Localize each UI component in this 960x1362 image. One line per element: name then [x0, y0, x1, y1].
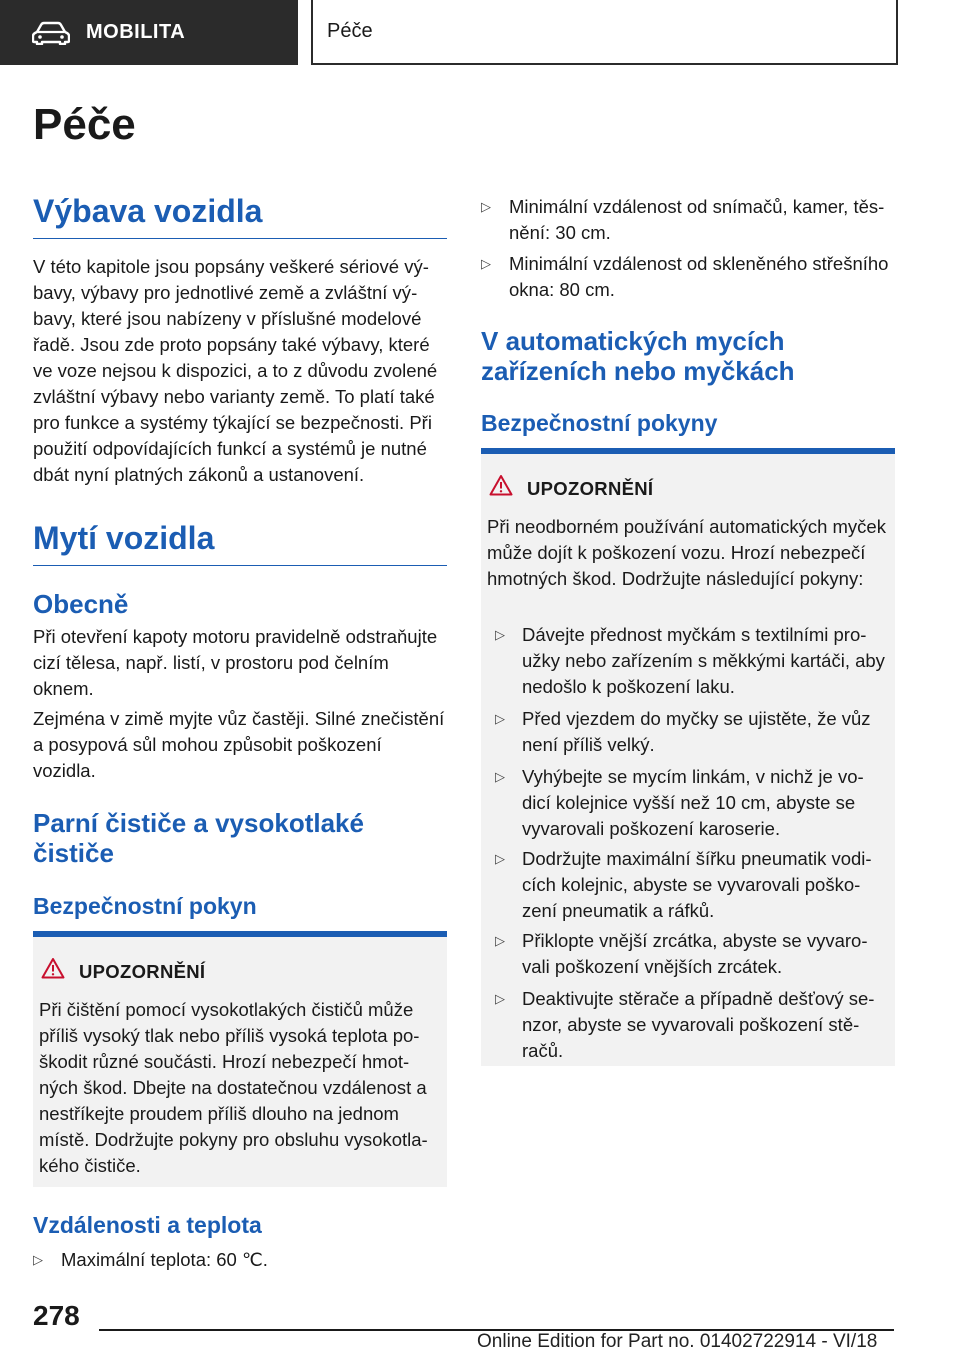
bullet-triangle-icon: ▷	[495, 933, 505, 948]
heading-bezpecnostni-pokyny: Bezpečnostní pokyny	[481, 410, 718, 436]
warning-list-item	[495, 928, 885, 980]
warning-box-car-wash	[481, 448, 895, 1066]
header-tab-mobilita[interactable]	[0, 0, 298, 65]
list-item-text: Minimální vzdálenost od skleněného střešního okna: 80 cm.	[509, 253, 889, 300]
bullet-triangle-icon: ▷	[481, 256, 491, 271]
page-title: Péče	[33, 100, 136, 149]
heading-obecne: Obecně	[33, 589, 129, 619]
list-item-text: Minimální vzdálenost od snímačů, kamer, těsnění: 30 cm.	[509, 196, 885, 243]
list-item-text: Maximální teplota: 60 ℃.	[61, 1249, 268, 1270]
header-section-box	[311, 0, 898, 65]
bullet-triangle-icon: ▷	[495, 711, 505, 726]
bullet-triangle-icon: ▷	[495, 627, 505, 642]
bullet-triangle-icon: ▷	[495, 769, 505, 784]
car-icon	[32, 21, 70, 45]
list-item-text: Dodržujte maximální šířku pneumatik vodicích kolejnic, abyste se vyvarovali poškození pneumatik a ráfků.	[522, 848, 872, 921]
footer-edition-text: Online Edition for Part no. 01402722914 - VI/18	[477, 1331, 878, 1352]
heading-parni-cistice: Parní čističe a vysokotlaké čističe	[33, 808, 364, 868]
heading-bezpecnostni-pokyn: Bezpečnostní pokyn	[33, 893, 257, 919]
page-number: 278	[33, 1300, 80, 1331]
bullet-triangle-icon: ▷	[481, 199, 491, 214]
warning-list-item	[495, 764, 885, 842]
warning-list-item	[495, 846, 885, 924]
header-tab-label: MOBILITA	[86, 21, 186, 43]
list-item-text: Vyhýbejte se mycím linkám, v nichž je vodicí kolejnice vyšší než 10 cm, abyste se vyvarovali poškození karoserie.	[522, 766, 864, 839]
warning-text: Při neodborném používání automatických myček může dojít k poškození vozu. Hrozí nebezpečí hmotných škod. Dodržujte následující pokyny:	[487, 516, 886, 589]
warning-list-item	[495, 986, 885, 1064]
bullet-triangle-icon: ▷	[495, 851, 505, 866]
bullet-triangle-icon: ▷	[495, 991, 505, 1006]
paragraph-obecne-1: Při otevření kapoty motoru pravidelně odstraňujte cizí tělesa, např. listí, v prostoru pod čelním oknem.	[33, 626, 438, 699]
warning-title: UPOZORNĚNÍ	[79, 961, 206, 982]
warning-triangle-icon	[41, 957, 65, 979]
list-item-text: Dávejte přednost myčkám s textilními proužky nebo zařízením s měkkými kartáči, aby nedošlo k poškození laku.	[522, 624, 885, 697]
warning-title: UPOZORNĚNÍ	[527, 478, 654, 499]
heading-myti-vozidla: Mytí vozidla	[33, 520, 447, 566]
header-section-label: Péče	[327, 20, 373, 42]
list-item-text: Deaktivujte stěrače a případně dešťový senzor, abyste se vyvarovali poškození stěračů.	[522, 988, 875, 1061]
warning-list-item	[495, 706, 885, 758]
list-item-text: Přiklopte vnější zrcátka, abyste se vyvarovali poškození vnějších zrcátek.	[522, 930, 868, 977]
bullet-triangle-icon: ▷	[33, 1252, 43, 1267]
heading-automaticke-mycky: V automatických mycích zařízeních nebo myčkách	[481, 326, 795, 386]
heading-vzdalenosti-teplota: Vzdálenosti a teplota	[33, 1212, 262, 1238]
list-item-text: Před vjezdem do myčky se ujistěte, že vůz není příliš velký.	[522, 708, 871, 755]
list-item	[33, 1247, 447, 1273]
paragraph-vybava: V této kapitole jsou popsány veškeré sériové výbavy, výbavy pro jednotlivé země a zvláštní výbavy, které jsou nabízeny v příslušné modelové řadě. Jsou zde proto popsány také výbavy, které ve voze nejsou k dispozici, a to z důvodu zvolené zvláštní výbavy nebo varianty země. To platí také pro funkce a systémy týkající se bezpečnosti. Při použití odpovídajících funkcí a systémů je nutné dbát nyní platných zákonů a ustanovení.	[33, 256, 438, 485]
warning-list-item	[495, 622, 885, 700]
paragraph-obecne-2: Zejména v zimě myjte vůz častěji. Silné znečistění a posypová sůl mohou způsobit poškození vozidla.	[33, 708, 445, 781]
warning-triangle-icon	[489, 474, 513, 496]
list-item	[481, 251, 895, 303]
warning-text: Při čištění pomocí vysokotlakých čističů může příliš vysoký tlak nebo příliš vysoká teplota poškodit různé součásti. Hrozí nebezpečí hmotných škod. Dbejte na dostatečnou vzdálenost a nestříkejte proudem příliš dlouho na jednom místě. Dodržujte pokyny pro obsluhu vysokotlakého čističe.	[39, 999, 428, 1176]
list-item	[481, 194, 895, 246]
warning-box-high-pressure	[33, 931, 447, 1187]
heading-vybava-vozidla: Výbava vozidla	[33, 193, 447, 239]
